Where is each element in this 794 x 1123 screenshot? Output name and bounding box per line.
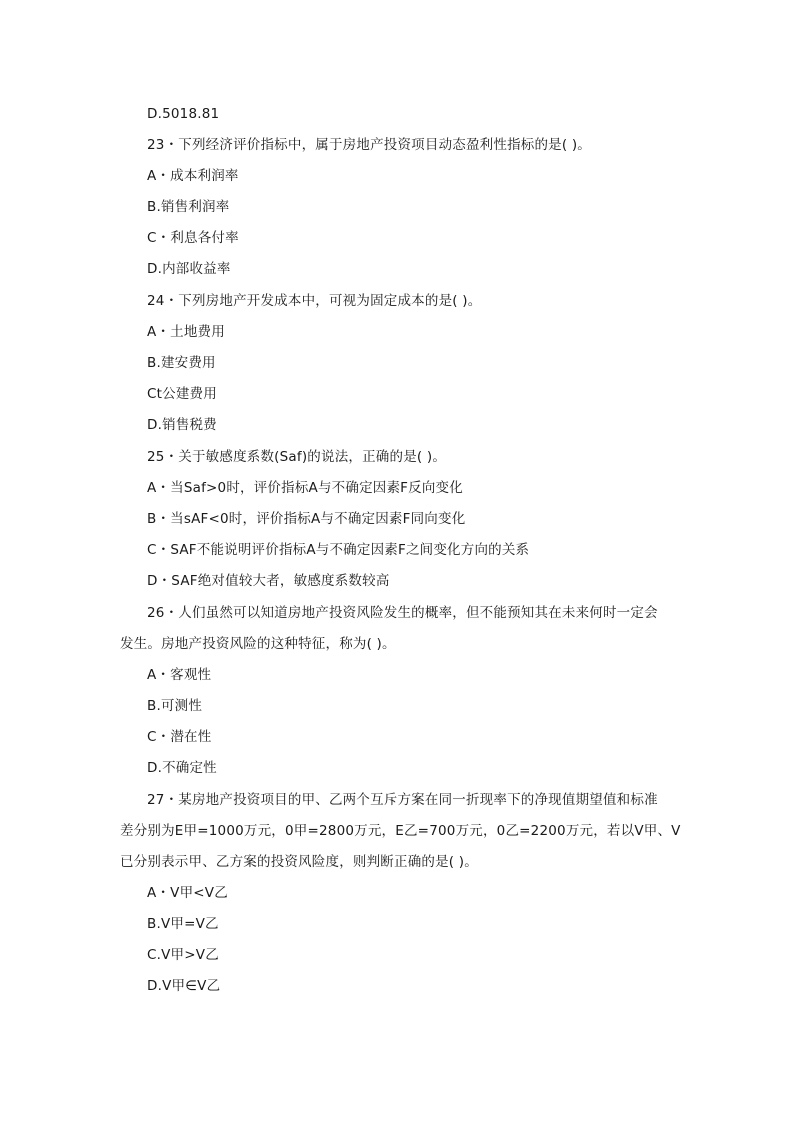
option-c-q24: Ct公建费用 bbox=[147, 386, 217, 402]
option-a-q25: A・当Saf>0时，评价指标A与不确定因素F反向变化 bbox=[147, 480, 463, 496]
option-c-q23: C・利息各付率 bbox=[147, 230, 239, 246]
option-d-q24: D.销售税费 bbox=[147, 417, 217, 433]
option-a-q23: A・成本利润率 bbox=[147, 168, 239, 184]
option-d-q22: D.5018.81 bbox=[147, 106, 220, 122]
option-b-q25: B・当sAF<0时，评价指标A与不确定因素F同向变化 bbox=[147, 511, 466, 527]
option-d-q23: D.内部收益率 bbox=[147, 261, 231, 277]
question-24: 24・下列房地产开发成本中，可视为固定成本的是( )。 bbox=[147, 293, 482, 309]
question-23: 23・下列经济评价指标中，属于房地产投资项目动态盈利性指标的是( )。 bbox=[147, 137, 592, 153]
option-c-q26: C・潜在性 bbox=[147, 729, 212, 745]
question-27-line-3: 已分别表示甲、乙方案的投资风险度，则判断正确的是( )。 bbox=[120, 854, 478, 870]
option-d-q25: D・SAF绝对值较大者，敏感度系数较高 bbox=[147, 573, 390, 589]
option-a-q26: A・客观性 bbox=[147, 667, 212, 683]
option-b-q26: B.可测性 bbox=[147, 698, 203, 714]
option-c-q25: C・SAF不能说明评价指标A与不确定因素F之间变化方向的关系 bbox=[147, 542, 530, 558]
question-27-line-2: 差分别为E甲=1000万元，0甲=2800万元，E乙=700万元，0乙=2200万元，若以V甲、V bbox=[120, 823, 681, 839]
question-26-line-1: 26・人们虽然可以知道房地产投资风险发生的概率，但不能预知其在未来何时一定会 bbox=[147, 605, 658, 621]
option-b-q23: B.销售利润率 bbox=[147, 199, 230, 215]
option-d-q27: D.V甲∈V乙 bbox=[147, 978, 221, 994]
question-27-line-1: 27・某房地产投资项目的甲、乙两个互斥方案在同一折现率下的净现值期望值和标准 bbox=[147, 792, 658, 808]
option-a-q27: A・V甲<V乙 bbox=[147, 885, 228, 901]
question-26-line-2: 发生。房地产投资风险的这种特征，称为( )。 bbox=[120, 636, 396, 652]
option-c-q27: C.V甲>V乙 bbox=[147, 947, 219, 963]
option-a-q24: A・土地费用 bbox=[147, 324, 225, 340]
question-25: 25・关于敏感度系数(Saf)的说法，正确的是( )。 bbox=[147, 449, 447, 465]
option-b-q27: B.V甲=V乙 bbox=[147, 916, 219, 932]
option-b-q24: B.建安费用 bbox=[147, 355, 216, 371]
option-d-q26: D.不确定性 bbox=[147, 760, 217, 776]
